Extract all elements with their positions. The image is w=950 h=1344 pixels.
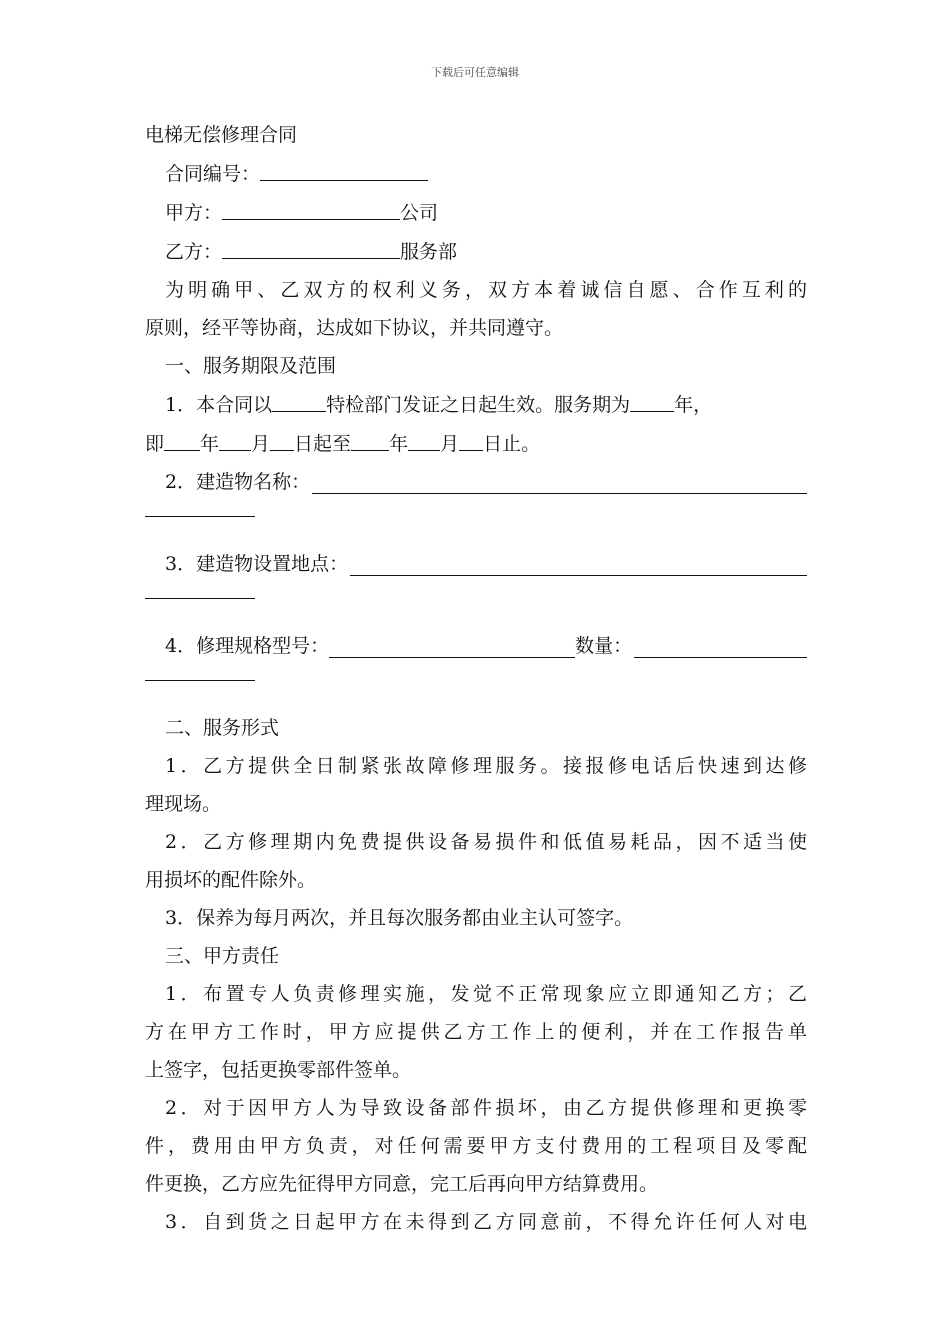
- blank-tail[interactable]: [145, 597, 255, 599]
- party-b-blank[interactable]: [222, 232, 400, 259]
- intro-paragraph-line2: 原则，经平等协商，达成如下协议，并共同遵守。: [145, 317, 564, 339]
- model-spec-blank[interactable]: [329, 631, 575, 658]
- contract-body: [145, 116, 807, 1241]
- contract-number-blank[interactable]: [260, 154, 428, 181]
- section-2-item-3: 3．保养为每月两次，并且每次服务都由业主认可签字。: [165, 907, 634, 929]
- blank-continuation: [145, 665, 807, 709]
- section-1-item-1-line2: [145, 424, 807, 463]
- item-text: 月: [251, 433, 271, 455]
- section-2-title: 二、服务形式: [165, 717, 280, 739]
- page-header: 下载后可任意编辑: [431, 66, 519, 79]
- contract-title: 电梯无偿修理合同: [145, 124, 298, 146]
- section-1-title: 一、服务期限及范围: [165, 355, 337, 377]
- section-3-item-2-line2: 件，费用由甲方负责，对任何需要甲方支付费用的工程项目及零配: [145, 1135, 807, 1157]
- blank[interactable]: [219, 424, 251, 451]
- item-text: 年: [389, 433, 409, 455]
- item-text: 特检部门发证之日起生效。服务期为: [326, 394, 631, 416]
- blank-continuation: [145, 501, 807, 545]
- quantity-blank[interactable]: [634, 631, 807, 658]
- contract-number-label: 合同编号：: [165, 163, 261, 185]
- section-2-item-1-line1: 1．乙方提供全日制紧张故障修理服务。接报修电话后快速到达修: [165, 755, 807, 777]
- party-b-line: [145, 232, 807, 271]
- building-location-blank[interactable]: [350, 549, 807, 576]
- section-1-item-4: [145, 627, 807, 665]
- item-text: 2．建造物名称：: [165, 471, 311, 493]
- item-text: 日止。: [483, 433, 541, 455]
- blank[interactable]: [272, 385, 326, 412]
- section-3-item-1-line2: 方在甲方工作时，甲方应提供乙方工作上的便利，并在工作报告单: [145, 1021, 807, 1043]
- party-a-suffix: 公司: [400, 202, 439, 224]
- blank[interactable]: [459, 424, 483, 451]
- item-text: 年，: [674, 394, 713, 416]
- section-1-item-1-line1: [145, 385, 807, 424]
- blank[interactable]: [351, 424, 389, 451]
- section-3-item-3-line1: 3．自到货之日起甲方在未得到乙方同意前，不得允许任何人对电: [165, 1211, 807, 1233]
- section-1-item-3: [145, 545, 807, 583]
- section-1-item-2: [145, 463, 807, 501]
- item-text: 4．修理规格型号：: [165, 635, 330, 657]
- party-b-suffix: 服务部: [400, 241, 458, 263]
- item-text: 即: [145, 433, 165, 455]
- section-2-item-1-line2: 理现场。: [145, 793, 222, 815]
- section-3-item-1-line1: 1．布置专人负责修理实施，发觉不正常现象应立即通知乙方；乙: [165, 983, 807, 1005]
- item-text: 年: [200, 433, 220, 455]
- party-a-label: 甲方：: [165, 202, 223, 224]
- blank[interactable]: [630, 385, 674, 412]
- party-b-label: 乙方：: [165, 241, 223, 263]
- section-3-item-2-line1: 2．对于因甲方人为导致设备部件损坏，由乙方提供修理和更换零: [165, 1097, 807, 1119]
- party-a-blank[interactable]: [222, 193, 400, 220]
- blank[interactable]: [408, 424, 440, 451]
- section-3-item-1-line3: 上签字，包括更换零部件签单。: [145, 1059, 412, 1081]
- blank[interactable]: [270, 424, 294, 451]
- blank[interactable]: [164, 424, 200, 451]
- section-2-item-2-line1: 2．乙方修理期内免费提供设备易损件和低值易耗品，因不适当使: [165, 831, 807, 853]
- item-text: 3．建造物设置地点：: [165, 553, 349, 575]
- item-text: 日起至: [294, 433, 352, 455]
- item-text: 月: [440, 433, 460, 455]
- blank-tail[interactable]: [145, 515, 255, 517]
- section-3-item-2-line3: 件更换，乙方应先征得甲方同意，完工后再向甲方结算费用。: [145, 1173, 659, 1195]
- intro-paragraph-line1: 为明确甲、乙双方的权利义务，双方本着诚信自愿、合作互利的: [165, 279, 807, 301]
- contract-number-line: [145, 154, 807, 193]
- blank-tail[interactable]: [145, 679, 255, 681]
- section-3-title: 三、甲方责任: [165, 945, 280, 967]
- section-2-item-2-line2: 用损坏的配件除外。: [145, 869, 317, 891]
- building-name-blank[interactable]: [312, 467, 807, 494]
- item-text: 1．本合同以: [165, 394, 273, 416]
- item-text: 数量：: [575, 635, 633, 657]
- blank-continuation: [145, 583, 807, 627]
- party-a-line: [145, 193, 807, 232]
